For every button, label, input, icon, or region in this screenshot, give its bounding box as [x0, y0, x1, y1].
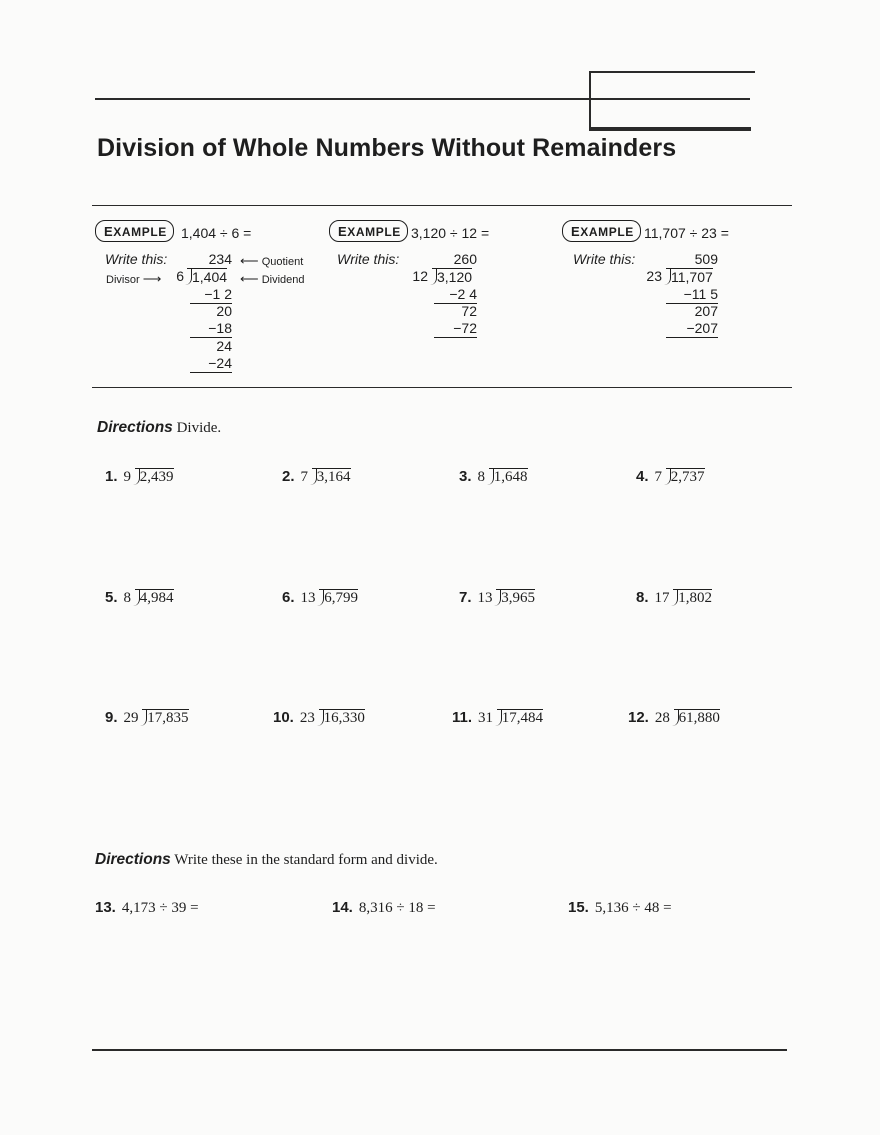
dividend-label: ⟵ Dividend — [240, 271, 305, 286]
divisor: 6 — [176, 268, 184, 284]
page-title: Division of Whole Numbers Without Remainders — [97, 134, 677, 162]
problem-3[interactable]: 3. 8 1,648 — [459, 468, 528, 485]
problem-6[interactable]: 6. 13 6,799 — [282, 589, 359, 606]
step-1: −1 2 — [190, 286, 232, 304]
problem-4[interactable]: 4. 7 2,737 — [636, 468, 705, 485]
divisor: 12 — [412, 268, 428, 284]
header-box-inner-line — [590, 98, 750, 100]
problem-9[interactable]: 9. 29 17,835 — [105, 709, 189, 726]
header-line — [95, 98, 590, 100]
step-1: −11 5 — [666, 286, 718, 304]
step-2: 20 — [216, 303, 232, 319]
dividend: 1,404 — [187, 268, 227, 285]
example-problem: 1,404 ÷ 6 = — [181, 225, 252, 241]
problem-7[interactable]: 7. 13 3,965 — [459, 589, 536, 606]
problem-15[interactable]: 15. 5,136 ÷ 48 = — [568, 899, 672, 916]
problem-13[interactable]: 13. 4,173 ÷ 39 = — [95, 899, 199, 916]
step-5: −24 — [190, 355, 232, 373]
directions-standard-form: Directions Write these in the standard form and divide. — [95, 851, 438, 868]
problem-5[interactable]: 5. 8 4,984 — [105, 589, 174, 606]
step-3: −72 — [434, 320, 477, 338]
step-4: 24 — [216, 338, 232, 354]
divisor: 23 — [646, 268, 662, 284]
problem-11[interactable]: 11. 31 17,484 — [452, 709, 544, 726]
example-problem: 3,120 ÷ 12 = — [411, 225, 490, 241]
example-problem: 11,707 ÷ 23 = — [644, 225, 729, 241]
quotient: 234 — [208, 251, 232, 267]
header-box-top — [589, 71, 755, 73]
write-this-label: Write this: — [105, 251, 168, 267]
step-3: −18 — [190, 320, 232, 338]
problem-10[interactable]: 10. 23 16,330 — [273, 709, 365, 726]
examples-bottom-rule — [92, 387, 792, 388]
example-badge: EXAMPLE — [329, 220, 408, 242]
step-2: 207 — [694, 303, 718, 319]
step-2: 72 — [461, 303, 477, 319]
quotient: 260 — [453, 251, 477, 267]
footer-rule — [92, 1049, 787, 1051]
directions-divide: Directions Divide. — [97, 419, 222, 436]
header-box-bottom — [589, 127, 751, 131]
problem-2[interactable]: 2. 7 3,164 — [282, 468, 351, 485]
problem-14[interactable]: 14. 8,316 ÷ 18 = — [332, 899, 436, 916]
step-3: −207 — [666, 320, 718, 338]
header-box-left — [589, 71, 591, 129]
quotient: 509 — [694, 251, 718, 267]
problem-8[interactable]: 8. 17 1,802 — [636, 589, 713, 606]
quotient-label: ⟵ Quotient — [240, 253, 304, 268]
example-badge: EXAMPLE — [95, 220, 174, 242]
write-this-label: Write this: — [337, 251, 400, 267]
problem-12[interactable]: 12. 28 61,880 — [628, 709, 720, 726]
dividend: 3,120 — [432, 268, 472, 285]
problem-1[interactable]: 1. 9 2,439 — [105, 468, 174, 485]
divisor-label: Divisor ⟶ — [106, 271, 162, 286]
example-badge: EXAMPLE — [562, 220, 641, 242]
step-1: −2 4 — [434, 286, 477, 304]
examples-top-rule — [92, 205, 792, 206]
dividend: 11,707 — [666, 268, 713, 285]
write-this-label: Write this: — [573, 251, 636, 267]
